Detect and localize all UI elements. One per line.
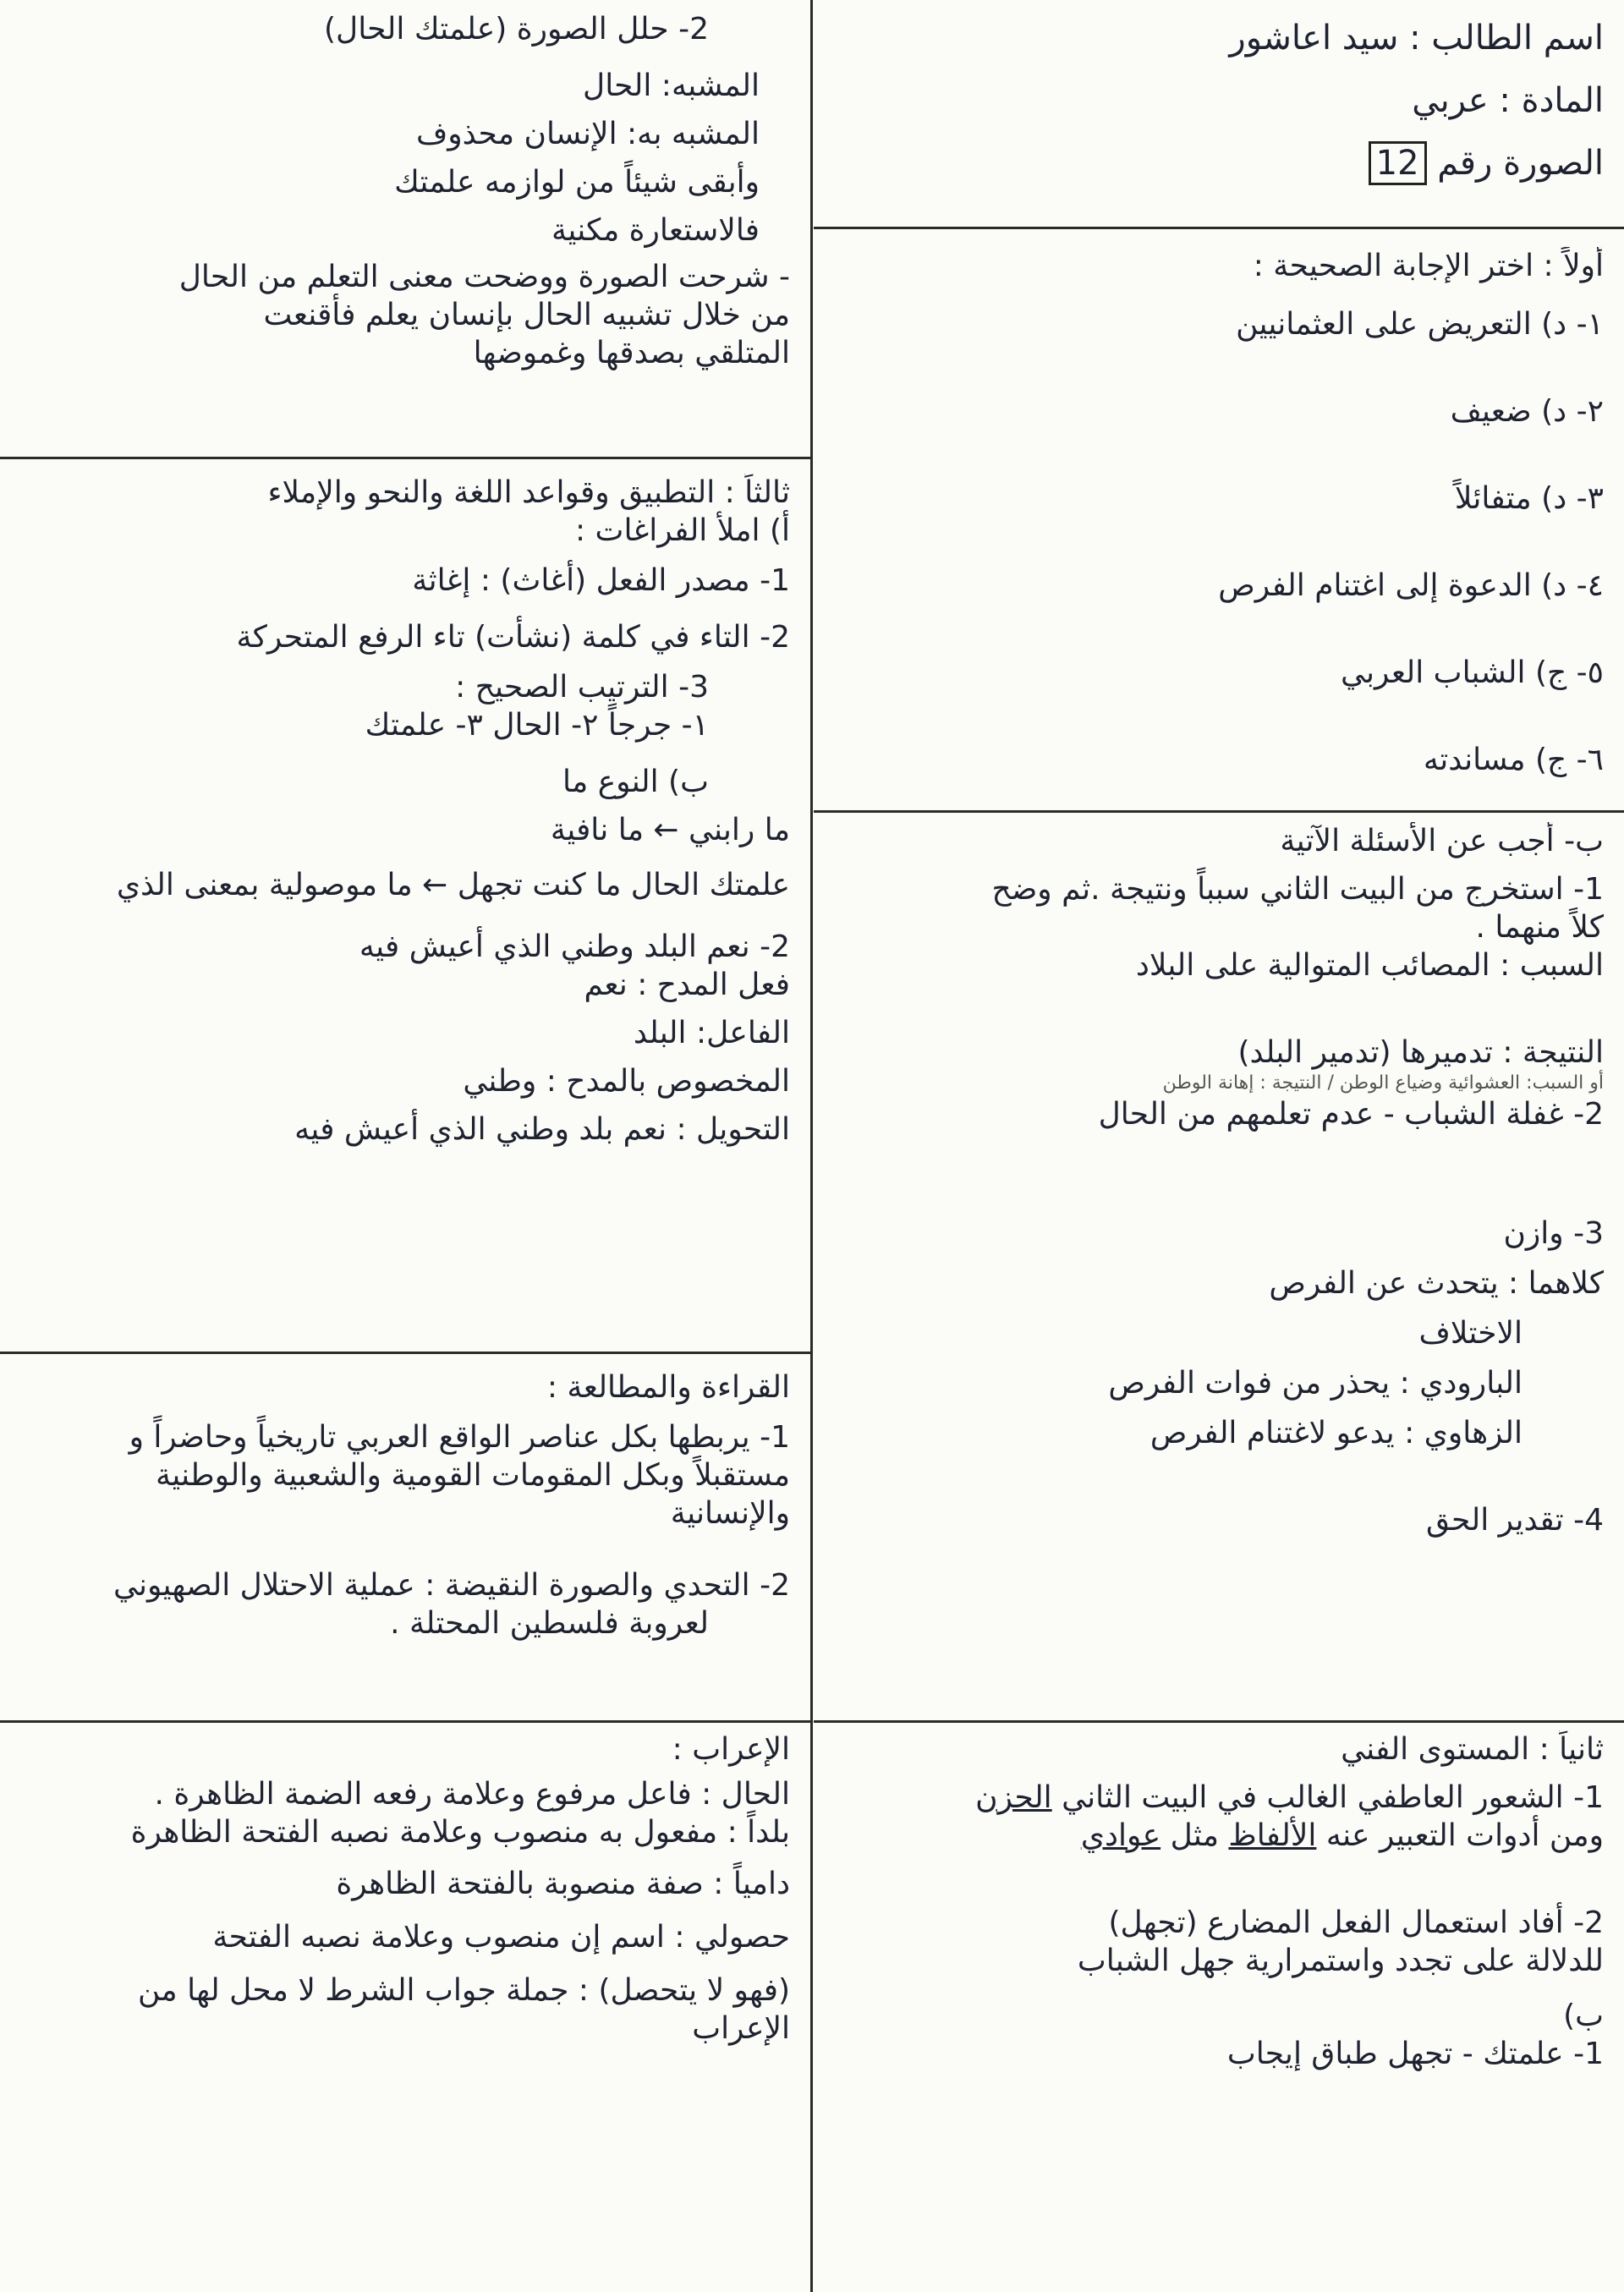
rule <box>814 227 1624 229</box>
irab-l1: الحال : فاعل مرفوع وعلامة رفعه الضمة الظاهرة . <box>154 1777 790 1812</box>
qb-q1: 1- استخرج من البيت الثاني سبباً ونتيجة .ثم وضح <box>991 872 1604 907</box>
q3-title: ثالثاً : التطبيق وقواعد اللغة والنحو والإملاء <box>267 475 790 510</box>
reading-section <box>0 1368 810 1710</box>
q1-section <box>814 247 1624 805</box>
q2-l1b-pre: ومن أدوات التعبير عنه <box>1316 1818 1604 1853</box>
q2-l1b-mid: مثل <box>1160 1818 1229 1853</box>
rule <box>0 457 810 459</box>
qb-baroudi: البارودي : يحذر من فوات الفرص <box>1108 1365 1522 1401</box>
right-column <box>814 0 1624 2292</box>
q1-item: ٦- ج) مساندته <box>1423 743 1604 777</box>
qb-note: أو السبب: العشوائية وضياع الوطن / النتيجة : إهانة الوطن <box>1162 1072 1604 1094</box>
q2-title: ثانياً : المستوى الفني <box>1341 1732 1604 1767</box>
irab-l5: (فهو لا يتحصل) : جملة جواب الشرط لا محل لها من <box>138 1973 790 2008</box>
qb-result: النتيجة : تدميرها (تدمير البلد) <box>1237 1035 1604 1070</box>
q3-a2: 2- التاء في كلمة (نشأت) تاء الرفع المتحركة <box>236 620 790 655</box>
q1-title: أولاً : اختر الإجابة الصحيحة : <box>1253 249 1604 283</box>
irab-l2: بلداً : مفعول به منصوب وعلامة نصبه الفتحة الظاهرة <box>130 1815 790 1850</box>
reading-l3: والإنسانية <box>670 1496 790 1531</box>
irab-section <box>0 1730 810 2119</box>
q2-line1b <box>822 1817 1604 1855</box>
q3-order: ١- جرجاً ٢- الحال ٣- علمتك <box>365 708 709 743</box>
qb-q1-cont: كلاً منهما . <box>1475 910 1604 945</box>
analysis-l2: المشبه به: الإنسان محذوف <box>415 117 760 151</box>
q3-a3: 3- الترتيب الصحيح : <box>455 670 709 705</box>
form-line <box>822 142 1604 184</box>
column-divider <box>810 0 813 2292</box>
rule <box>814 1720 1624 1723</box>
form-number: 12 <box>1369 141 1427 185</box>
q3-c: 2- نعم البلد وطني الذي أعيش فيه <box>359 929 790 964</box>
q3-a: أ) املأ الفراغات : <box>574 513 790 548</box>
reading-title: القراءة والمطالعة : <box>546 1370 790 1405</box>
q3-a1: 1- مصدر الفعل (أغاث) : إغاثة <box>412 563 790 598</box>
analysis-l1: المشبه: الحال <box>583 69 760 103</box>
q2-l1-text: 1- الشعور العاطفي الغالب في البيت الثاني <box>1051 1780 1604 1815</box>
analysis-l3: وأبقى شيئاً من لوازمه علمتك <box>394 165 760 200</box>
qb-q2: 2- غفلة الشباب - عدم تعلمهم من الحال <box>1098 1096 1604 1132</box>
irab-title: الإعراب : <box>672 1732 790 1767</box>
irab-l4: حصولي : اسم إن منصوب وعلامة نصبه الفتحة <box>212 1920 790 1955</box>
q1-item: ٤- د) الدعوة إلى اغتنام الفرص <box>1218 568 1604 603</box>
q2-b1: 1- علمتك - تجهل طباق إيجاب <box>1226 2037 1604 2071</box>
q3-c4: التحويل : نعم بلد وطني الذي أعيش فيه <box>294 1112 790 1147</box>
q3-b2: علمتك الحال ما كنت تجهل ← ما موصولية بمعنى الذي <box>116 868 790 902</box>
q2-line2b: للدلالة على تجدد واستمرارية جهل الشباب <box>1077 1944 1604 1978</box>
header-section <box>814 17 1624 220</box>
rule <box>0 1720 810 1723</box>
qb-q3: 3- وازن <box>1503 1215 1604 1251</box>
subject-line: المادة : عربي <box>1412 81 1604 120</box>
analysis-l6: من خلال تشبيه الحال بإنسان يعلم فأقنعت <box>263 298 790 332</box>
q3-b: ب) النوع ما <box>562 765 709 799</box>
q1-item: ٥- ج) الشباب العربي <box>1341 655 1604 690</box>
qb-cause: السبب : المصائب المتوالية على البلاد <box>1135 948 1604 983</box>
analysis-l4: فالاستعارة مكنية <box>551 213 760 248</box>
q2-l1b-word: الألفاظ <box>1228 1818 1317 1853</box>
q2-b: ب) <box>1563 1999 1604 2033</box>
rule <box>0 1352 810 1354</box>
q2-l1-word: الحزن <box>975 1780 1052 1815</box>
rule <box>814 810 1624 813</box>
qb-diff: الاختلاف <box>1418 1315 1522 1351</box>
image-analysis-section <box>0 10 810 441</box>
form-label: الصورة رقم <box>1426 144 1604 183</box>
qb-both: كلاهما : يتحدث عن الفرص <box>1269 1265 1604 1301</box>
analysis-l7: المتلقي بصدقها وغموضها <box>473 336 790 370</box>
reading-l2: مستقبلاً وبكل المقومات القومية والشعبية والوطنية <box>155 1458 790 1493</box>
reading-l4: 2- التحدي والصورة النقيضة : عملية الاحتلال الصهيوني <box>112 1568 790 1603</box>
analysis-l5: - شرحت الصورة ووضحت معنى التعلم من الحال <box>178 260 790 294</box>
q2-section <box>814 1730 1624 2238</box>
analysis-title: 2- حلل الصورة (علمتك الحال) <box>324 12 709 47</box>
q2-line2: 2- أفاد استعمال الفعل المضارع (تجهل) <box>1108 1905 1604 1940</box>
qb-zahawi: الزهاوي : يدعو لاغتنام الفرص <box>1149 1415 1522 1450</box>
irab-l3: دامياً : صفة منصوبة بالفتحة الظاهرة <box>336 1867 790 1901</box>
q2-line1 <box>822 1779 1604 1817</box>
q3-section <box>0 474 810 1343</box>
q1-item: ٢- د) ضعيف <box>1450 394 1604 429</box>
student-name: اسم الطالب : سيد اعاشور <box>1229 19 1604 58</box>
q1-item: ٣- د) متفائلاً <box>1454 481 1604 516</box>
left-column <box>0 0 810 2292</box>
q3-c3: المخصوص بالمدح : وطني <box>463 1064 790 1099</box>
qb-title: ب- أجب عن الأسئلة الآتية <box>1280 824 1604 858</box>
irab-l6: الإعراب <box>692 2011 790 2046</box>
reading-l5: لعروبة فلسطين المحتلة . <box>390 1606 709 1641</box>
reading-l1: 1- يربطها بكل عناصر الواقع العربي تاريخياً وحاضراً و <box>129 1420 790 1455</box>
qb-q4: 4- تقدير الحق <box>1425 1502 1604 1538</box>
qb-section <box>814 822 1624 1719</box>
q3-c2: الفاعل: البلد <box>633 1016 790 1050</box>
q2-l1b-end: عوادي <box>1080 1818 1161 1853</box>
q1-item: ١- د) التعريض على العثمانيين <box>1236 307 1604 342</box>
q3-b1: ما رابني ← ما نافية <box>550 813 790 847</box>
q3-c1: فعل المدح : نعم <box>584 968 790 1002</box>
